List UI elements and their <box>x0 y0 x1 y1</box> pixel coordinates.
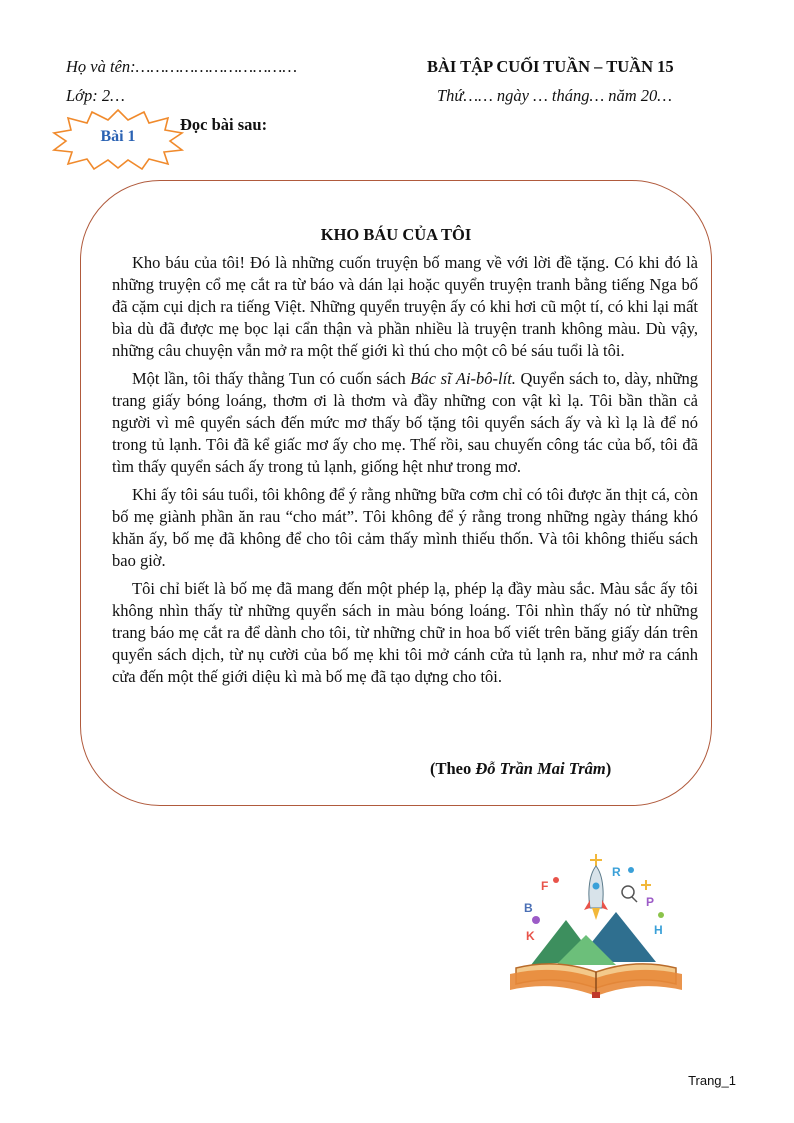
illustration-letter: B <box>524 901 533 915</box>
story-paragraph-4: Tôi chỉ biết là bố mẹ đã mang đến một phép lạ, phép lạ đầy màu sắc. Màu sắc ấy tôi không nhìn thấy từ những quyển sách in màu bóng loáng. Tôi nhìn thấy nó từ những trang báo mẹ cắt ra để dành cho tôi, từ những chữ in hoa bố viết trên băng giấy dán trên quyển sách dịch, từ nụ cười của bố mẹ khi tôi mở cánh cửa tủ lạnh ra, như mở ra cánh cửa đến một thế giới diệu kì mà bố mẹ đã tạo dựng cho tôi. <box>112 579 698 686</box>
story-paragraph-3: Khi ấy tôi sáu tuổi, tôi không để ý rằng những bữa cơm chỉ có tôi được ăn thịt cá, còn bố mẹ giành phần ăn rau “cho mát”. Tôi không để ý rằng trong những ngày tháng khó khăn ấy, bố mẹ đã không để cho tôi cảm thấy mình thiếu thốn. Và tôi không thiếu sách bao giờ. <box>112 485 698 570</box>
story-body <box>112 252 698 694</box>
open-book-rocket-icon <box>496 850 696 1000</box>
instruction-text: Đọc bài sau: <box>180 115 268 134</box>
date-field: Thứ…… ngày … tháng… năm 20… <box>437 86 672 105</box>
story-paragraph-1: Kho báu của tôi! Đó là những cuốn truyện bố mang về với lời đề tặng. Có khi đó là những truyện cổ mẹ cắt ra từ báo và dán lại hoặc quyển truyện tranh bằng tiếng Nga bố đã cặm cụi dịch ra tiếng Việt. Những quyển truyện ấy có khi hơi cũ một tí, có khi lại mất bìa dù đã được mẹ bọc lại cẩn thận và phần nhiều là truyện tranh không màu. Dù vậy, những câu chuyện vẫn mở ra một thế giới kì thú cho một cô bé sáu tuổi là tôi. <box>112 253 698 360</box>
source-prefix: (Theo <box>430 759 476 778</box>
story-paragraph-2 <box>112 368 698 478</box>
illustration-letter: F <box>541 879 549 893</box>
student-name-field: Họ và tên:…………………………… <box>66 57 298 76</box>
illustration-letter: K <box>526 929 535 943</box>
story-paragraph-2-end: Quyển sách to, dày, những trang giấy bóng loáng, thơm ơi là thơm và đầy những con vật kì lạ. Tôi bần thần cả người vì mê quyển sách đến mức mơ thấy bố tặng tôi quyển sách ấy và kì lạ là để nó trong tủ lạnh. Tôi đã kể giấc mơ ấy cho mẹ. Thế rồi, sau chuyến công tác của bố, tôi đã tìm thấy quyển sách ấy trong tủ lạnh, giống hệt như trong mơ. <box>112 369 698 476</box>
class-field: Lớp: 2… <box>66 86 125 105</box>
illustration-letter: H <box>654 923 663 937</box>
worksheet-title: BÀI TẬP CUỐI TUẦN – TUẦN 15 <box>427 57 674 76</box>
illustration-letter: P <box>646 895 655 909</box>
book-title: Bác sĩ Ai-bô-lít. <box>410 369 516 388</box>
illustration-letter: R <box>612 865 621 879</box>
story-title: KHO BÁU CỦA TÔI <box>320 225 472 244</box>
story-paragraph-2-start: Một lần, tôi thấy thằng Tun có cuốn sách <box>132 369 411 388</box>
story-source <box>430 759 611 779</box>
badge-label: Bài 1 <box>100 128 136 145</box>
exercise-badge <box>52 108 184 170</box>
source-suffix: ) <box>605 759 612 778</box>
source-author: Đỗ Trần Mai Trâm <box>475 759 606 778</box>
page-number: Trang_1 <box>688 1073 736 1088</box>
